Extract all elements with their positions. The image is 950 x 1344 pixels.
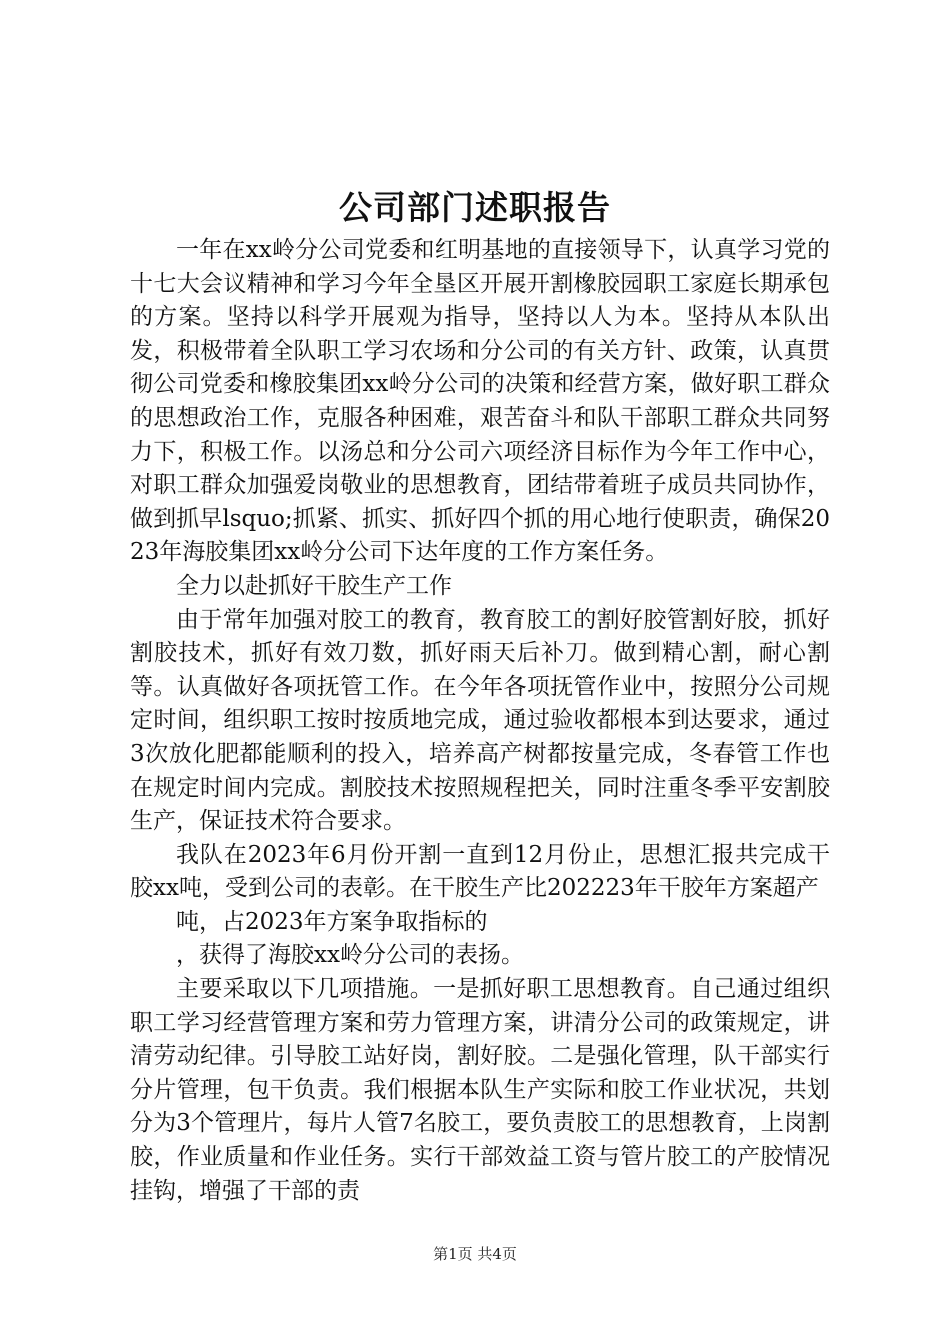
document-body xyxy=(130,234,830,1208)
document-title: 公司部门述职报告 xyxy=(339,188,611,227)
paragraph-rubber-work: 由于常年加强对胶工的教育，教育胶工的割好胶管割好胶，抓好割胶技术，抓好有效刀数，抓好雨天后补刀。做到精心割，耐心割等。认真做好各项抚管工作。在今年各项抚管作业中，按照分公司规定时间，组织职工按时按质地完成，通过验收都根本到达要求，通过3次放化肥都能顺利的投入，培养高产树都按量完成，冬春管工作也在规定时间内完成。割胶技术按照规程把关，同时注重冬季平安割胶生产，保证技术符合要求。 xyxy=(130,606,830,835)
paragraph-section-heading: 全力以赴抓好干胶生产工作 xyxy=(176,572,452,599)
paragraph-praise: ，获得了海胶xx岭分公司的表扬。 xyxy=(176,942,524,969)
page-footer: 第1页 共4页 xyxy=(433,1245,517,1263)
paragraph-measures: 主要采取以下几项措施。一是抓好职工思想教育。自己通过组织职工学习经营管理方案和劳力管理方案，讲清分公司的政策规定，讲清劳动纪律。引导胶工站好岗，割好胶。二是强化管理，队干部实行分片管理，包干负责。我们根据本队生产实际和胶工作业状况，共划分为3个管理片，每片人管7名胶工，要负责胶工的思想教育，上岗割胶，作业质量和作业任务。实行干部效益工资与管片胶工的产胶情况挂钩，增强了干部的责 xyxy=(130,976,830,1204)
paragraph-intro: 一年在xx岭分公司党委和红明基地的直接领导下，认真学习党的十七大会议精神和学习今年全垦区开展开割橡胶园职工家庭长期承包的方案。坚持以科学开展观为指导，坚持以人为本。坚持从本队出发，积极带着全队职工学习农场和分公司的有关方针、政策，认真贯彻公司党委和橡胶集团xx岭分公司的决策和经营方案，做好职工群众的思想政治工作，克服各种困难，艰苦奋斗和队干部职工群众共同努力下，积极工作。以汤总和分公司六项经济目标作为今年工作中心，对职工群众加强爱岗敬业的思想教育，团结带着班子成员共同协作，做到抓早lsquo;抓紧、抓实、抓好四个抓的用心地行使职责，确保2023年海胶集团xx岭分公司下达年度的工作方案任务。 xyxy=(130,237,830,566)
paragraph-quota-share: 吨，占2023年方案争取指标的 xyxy=(176,908,488,935)
paragraph-production-result: 我队在2023年6月份开割一直到12月份止，思想汇报共完成干胶xx吨，受到公司的表彰。在干胶生产比202223年干胶年方案超产 xyxy=(130,841,830,902)
